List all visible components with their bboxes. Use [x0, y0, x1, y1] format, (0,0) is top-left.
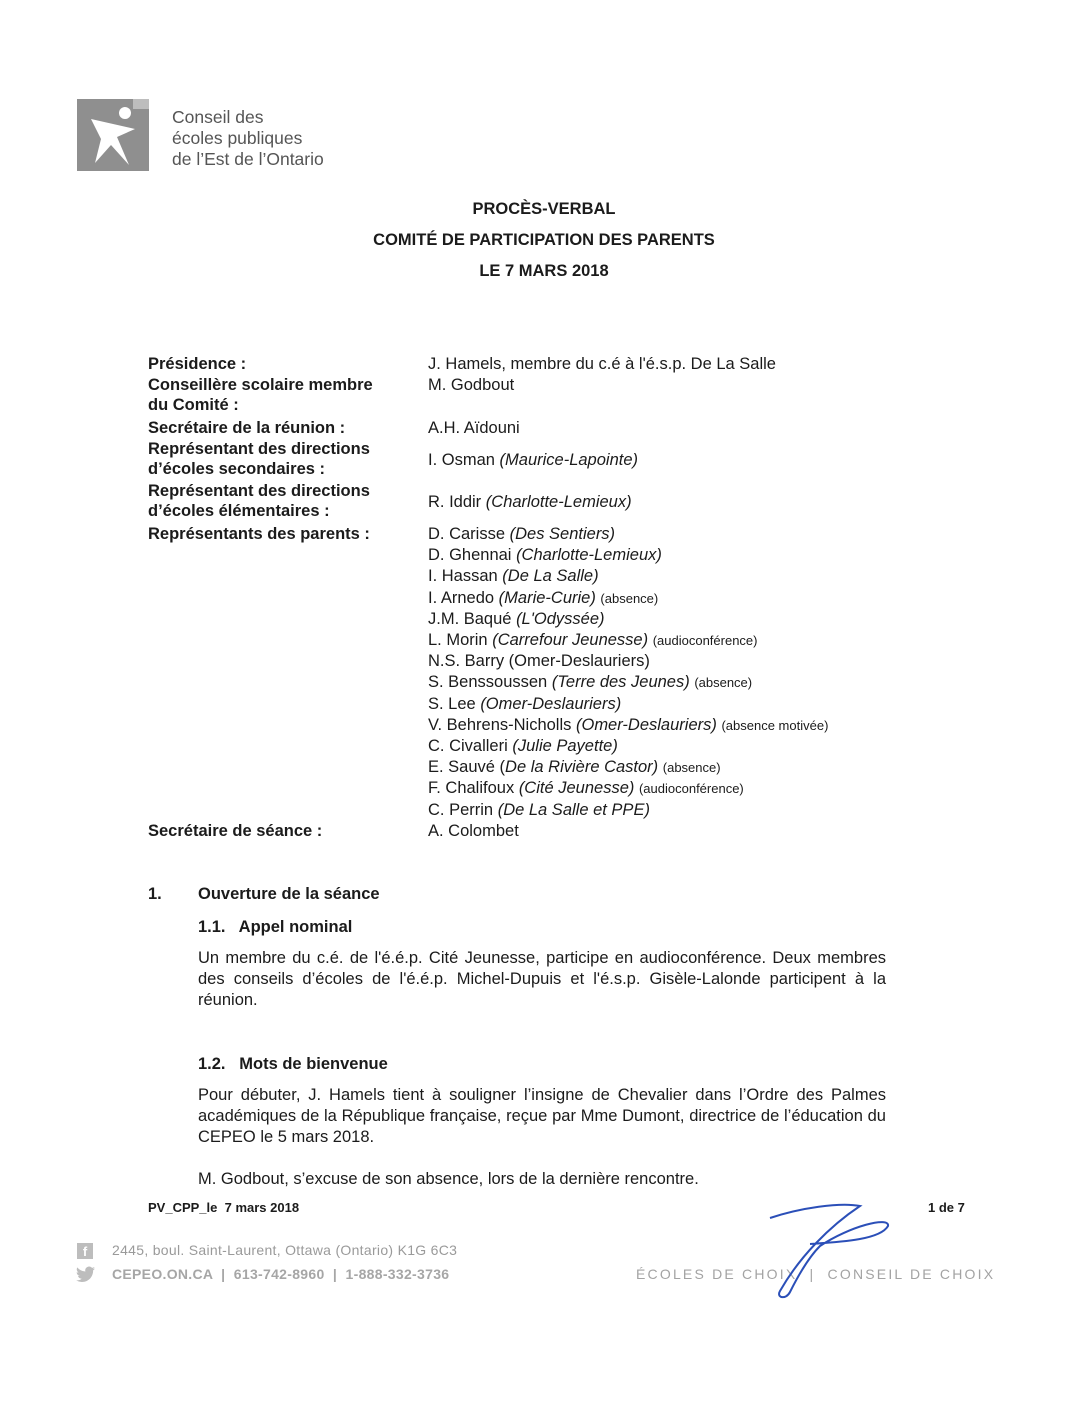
facebook-icon: f [77, 1243, 93, 1259]
section-1-title: Ouverture de la séance [198, 885, 380, 903]
section-1-number: 1. [148, 885, 162, 903]
list-item: J.M. Baqué (L'Odyssée) [428, 609, 605, 628]
tagline: ÉCOLES DE CHOIX | CONSEIL DE CHOIX [636, 1266, 996, 1282]
signature [740, 1196, 900, 1306]
secretaire-seance-label: Secrétaire de séance : [148, 822, 323, 840]
secretaire-reunion-label: Secrétaire de la réunion : [148, 419, 346, 437]
section-1-2-text-2: M. Godbout, s’excuse de son absence, lors de la dernière rencontre. [198, 1170, 699, 1188]
presidence-value: J. Hamels, membre du c.é à l'é.s.p. De La Salle [428, 355, 776, 373]
list-item: C. Civalleri (Julie Payette) [428, 737, 618, 756]
organization-name: Conseil des écoles publiques de l’Est de l’Ontario [172, 107, 324, 169]
list-item: S. Benssoussen (Terre des Jeunes) (absence) [428, 673, 753, 692]
cepeo-logo [77, 99, 149, 171]
list-item: F. Chalifoux (Cité Jeunesse) (audioconférence) [428, 779, 744, 798]
meeting-date: LE 7 MARS 2018 [479, 262, 609, 280]
committee-title: COMITÉ DE PARTICIPATION DES PARENTS [373, 231, 715, 249]
logo-star-icon [77, 99, 149, 171]
list-item: D. Ghennai (Charlotte-Lemieux) [428, 546, 662, 565]
conseillere-value: M. Godbout [428, 376, 515, 394]
rep-secondaires-value: I. Osman (Maurice-Lapointe) [428, 451, 639, 469]
rep-elementaires-value: R. Iddir (Charlotte-Lemieux) [428, 493, 632, 511]
conseillere-label: Conseillère scolaire membre du Comité : [148, 376, 373, 414]
secretaire-seance-value: A. Colombet [428, 822, 519, 840]
rep-secondaires-label: Représentant des directions d’écoles secondaires : [148, 440, 370, 478]
list-item: L. Morin (Carrefour Jeunesse) (audioconférence) [428, 631, 758, 650]
section-1-1-text: Un membre du c.é. de l'é.é.p. Cité Jeunesse, participe en audioconférence. Deux membres des conseils d’écoles de l'é.é.p. Michel-Dupuis et l'é.s.p. Gisèle-Lalonde participent à la réunion. [198, 949, 886, 1009]
section-1-1-title: 1.1. Appel nominal [198, 918, 353, 936]
document-reference: PV_CPP_le 7 mars 2018 [148, 1200, 300, 1215]
section-1-2-text: Pour débuter, J. Hamels tient à souligner l’insigne de Chevalier dans l’Ordre des Palmes académiques de la République française, reçue par Mme Dumont, directrice de l’éducation du CEPEO le 5 mars 2018. [198, 1086, 886, 1146]
section-1-2-title: 1.2. Mots de bienvenue [198, 1055, 388, 1073]
list-item: I. Hassan (De La Salle) [428, 567, 599, 586]
parents-list [428, 524, 828, 821]
rep-elementaires-label: Représentant des directions d’écoles élémentaires : [148, 482, 370, 520]
document-title: PROCÈS-VERBAL [472, 200, 616, 218]
parents-label: Représentants des parents : [148, 525, 370, 543]
list-item: C. Perrin (De La Salle et PPE) [428, 800, 650, 819]
page-number: 1 de 7 [928, 1200, 965, 1215]
list-item: D. Carisse (Des Sentiers) [428, 525, 616, 543]
address: 2445, boul. Saint-Laurent, Ottawa (Ontario) K1G 6C3 [112, 1242, 458, 1258]
list-item: S. Lee (Omer-Deslauriers) [428, 694, 622, 713]
list-item: V. Behrens-Nicholls (Omer-Deslauriers) (absence motivée) [428, 715, 829, 734]
contact-info: CEPEO.ON.CA | 613-742-8960 | 1-888-332-3736 [112, 1266, 450, 1282]
list-item: E. Sauvé (De la Rivière Castor) (absence) [428, 758, 721, 777]
list-item: I. Arnedo (Marie-Curie) (absence) [428, 588, 659, 607]
presidence-label: Présidence : [148, 355, 247, 373]
secretaire-reunion-value: A.H. Aïdouni [428, 419, 520, 437]
twitter-icon [76, 1266, 96, 1282]
list-item: N.S. Barry (Omer-Deslauriers) [428, 652, 650, 671]
